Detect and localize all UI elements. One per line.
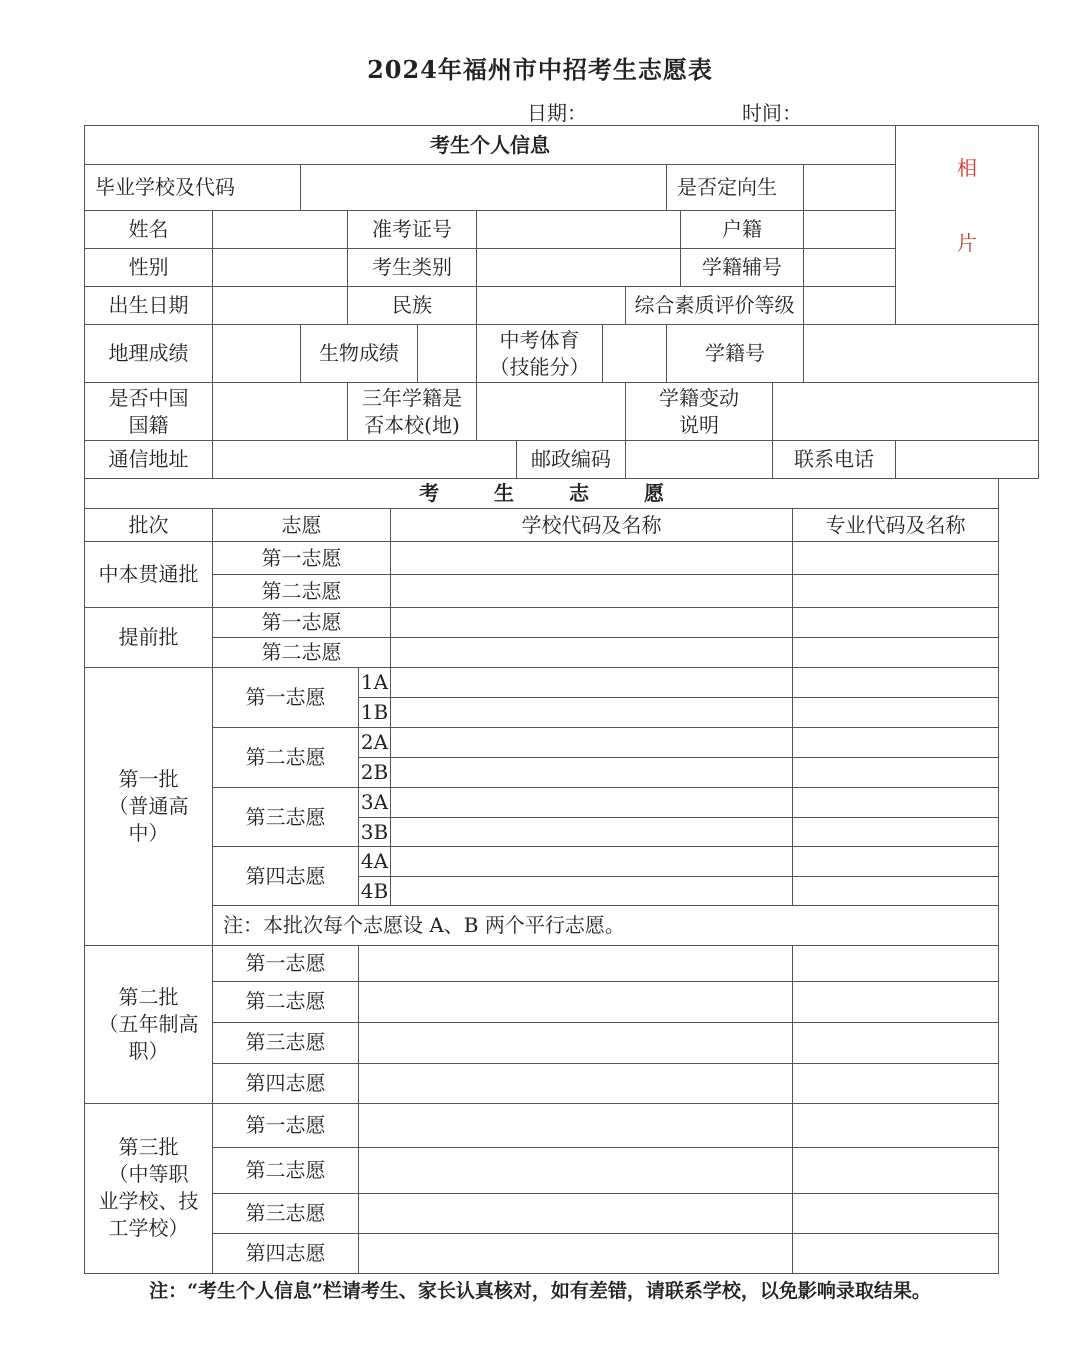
bio-score-label: 生物成绩: [301, 325, 418, 383]
wish-label: 第二志愿: [213, 638, 391, 668]
exam-no-field[interactable]: [477, 211, 681, 249]
batch-3-line1: 第三批: [118, 1135, 179, 1160]
geo-score-label: 地理成绩: [85, 325, 213, 383]
huji-field[interactable]: [804, 211, 896, 249]
batch-3-line4: 工学校）: [108, 1216, 189, 1241]
page-title: 2024年福州市中招考生志愿表: [367, 55, 713, 84]
major-field[interactable]: [793, 758, 999, 788]
nationality-label: [85, 383, 213, 441]
nationality-label-line1: 是否中国: [108, 385, 189, 410]
address-label: 通信地址: [85, 441, 213, 479]
footnote: 注：“考生个人信息”栏请考生、家长认真核对，如有差错，请联系学校，以免影响录取结果。: [149, 1280, 931, 1302]
school-field[interactable]: [359, 1233, 793, 1273]
batch-zbgt: 中本贯通批: [85, 542, 213, 608]
wish-label: 第一志愿: [213, 1103, 359, 1147]
col-batch: 批次: [85, 509, 213, 542]
category-label: 考生类别: [348, 249, 477, 287]
batch-3: [85, 1103, 213, 1273]
school-field[interactable]: [391, 788, 793, 818]
personal-info-table: [84, 125, 1039, 479]
major-field[interactable]: [793, 818, 999, 847]
sub-wish-label: 1A: [359, 668, 391, 698]
nationality-field[interactable]: [213, 383, 348, 441]
geo-score-field[interactable]: [213, 325, 301, 383]
batch-2-line3: 职）: [128, 1039, 169, 1064]
birth-label: 出生日期: [85, 287, 213, 325]
change-label: [626, 383, 773, 441]
wish-label: 第二志愿: [213, 981, 359, 1022]
three-year-field[interactable]: [477, 383, 626, 441]
directed-label: 是否定向生: [667, 165, 804, 211]
major-field[interactable]: [793, 1233, 999, 1273]
batch-1-note: 注：本批次每个志愿设 A、B 两个平行志愿。: [213, 906, 999, 946]
sub-wish-label: 2B: [359, 758, 391, 788]
wish-label: 第二志愿: [213, 1147, 359, 1193]
pe-score-label-line1: 中考体育: [499, 327, 580, 352]
school-field[interactable]: [359, 1193, 793, 1233]
batch-2-line2: （五年制高: [98, 1012, 199, 1037]
pe-score-field[interactable]: [603, 325, 667, 383]
phone-label: 联系电话: [773, 441, 896, 479]
wish-label: 第四志愿: [213, 847, 359, 906]
exam-no-label: 准考证号: [348, 211, 477, 249]
sub-wish-label: 4A: [359, 847, 391, 877]
category-field[interactable]: [477, 249, 681, 287]
xueji-no-field[interactable]: [804, 325, 1039, 383]
gender-label: 性别: [85, 249, 213, 287]
directed-field[interactable]: [804, 165, 896, 211]
photo-box: [896, 126, 1039, 325]
bio-score-field[interactable]: [418, 325, 477, 383]
col-major: 专业代码及名称: [793, 509, 999, 542]
batch-1-line2: （普通高: [108, 794, 189, 819]
wish-label: 第一志愿: [213, 608, 391, 638]
wish-label: 第三志愿: [213, 1193, 359, 1233]
school-field[interactable]: [391, 542, 793, 575]
major-field[interactable]: [793, 1103, 999, 1147]
wish-label: 第一志愿: [213, 946, 359, 981]
wish-label: 第一志愿: [213, 668, 359, 728]
sub-wish-label: 3A: [359, 788, 391, 818]
major-field[interactable]: [793, 877, 999, 906]
major-field[interactable]: [793, 542, 999, 575]
sub-wish-label: 2A: [359, 728, 391, 758]
school-field[interactable]: [391, 728, 793, 758]
ethnic-field[interactable]: [477, 287, 626, 325]
major-field[interactable]: [793, 1063, 999, 1103]
batch-2: [85, 946, 213, 1103]
school-field[interactable]: [359, 1063, 793, 1103]
change-label-line2: 说明: [679, 412, 719, 437]
school-field[interactable]: [391, 758, 793, 788]
three-year-label-line2: 否本校(地): [364, 412, 460, 437]
col-wish: 志愿: [213, 509, 391, 542]
school-field[interactable]: [359, 1103, 793, 1147]
batch-2-line1: 第二批: [118, 985, 179, 1010]
major-field[interactable]: [793, 575, 999, 608]
wishes-header-text: 考 生 志 愿: [419, 481, 688, 506]
major-field[interactable]: [793, 788, 999, 818]
school-field[interactable]: [391, 877, 793, 906]
wish-label: 第二志愿: [213, 728, 359, 788]
sub-wish-label: 3B: [359, 818, 391, 847]
major-field[interactable]: [793, 946, 999, 981]
batch-1: [85, 668, 213, 946]
sub-wish-label: 1B: [359, 698, 391, 728]
pe-score-label-line2: （技能分）: [489, 354, 590, 379]
photo-label-1: 相: [957, 156, 977, 180]
change-label-line1: 学籍变动: [659, 385, 739, 410]
batch-3-line3: 业学校、技: [98, 1189, 199, 1214]
xueji-aux-label: 学籍辅号: [681, 249, 804, 287]
nationality-label-line2: 国籍: [128, 412, 169, 437]
sub-wish-label: 4B: [359, 877, 391, 906]
major-field[interactable]: [793, 638, 999, 668]
phone-field[interactable]: [896, 441, 1039, 479]
school-field[interactable]: [391, 638, 793, 668]
pe-score-label: [477, 325, 603, 383]
gender-field[interactable]: [213, 249, 348, 287]
school-code-label: 毕业学校及代码: [85, 165, 301, 211]
personal-info-header: 考生个人信息: [85, 126, 896, 165]
school-field[interactable]: [391, 575, 793, 608]
major-field[interactable]: [793, 698, 999, 728]
batch-1-line1: 第一批: [118, 767, 179, 792]
three-year-label-line1: 三年学籍是: [362, 385, 462, 410]
school-field[interactable]: [391, 608, 793, 638]
school-field[interactable]: [391, 818, 793, 847]
wishes-table: [84, 478, 999, 1274]
postcode-field[interactable]: [626, 441, 773, 479]
name-field[interactable]: [213, 211, 348, 249]
time-label: 时间：: [742, 101, 802, 125]
school-field[interactable]: [359, 1147, 793, 1193]
ethnic-label: 民族: [348, 287, 477, 325]
batch-1-line3: 中）: [128, 821, 169, 846]
postcode-label: 邮政编码: [517, 441, 626, 479]
xueji-aux-field[interactable]: [804, 249, 896, 287]
three-year-label: [348, 383, 477, 441]
school-field[interactable]: [391, 668, 793, 698]
photo-label-2: 片: [957, 231, 977, 255]
school-field[interactable]: [359, 946, 793, 981]
wish-label: 第二志愿: [213, 575, 391, 608]
wish-label: 第三志愿: [213, 788, 359, 847]
school-field[interactable]: [359, 1022, 793, 1063]
birth-field[interactable]: [213, 287, 348, 325]
huji-label: 户籍: [681, 211, 804, 249]
batch-3-line2: （中等职: [108, 1162, 189, 1187]
school-field[interactable]: [391, 698, 793, 728]
change-field[interactable]: [773, 383, 1039, 441]
major-field[interactable]: [793, 668, 999, 698]
major-field[interactable]: [793, 981, 999, 1022]
major-field[interactable]: [793, 608, 999, 638]
school-code-field[interactable]: [301, 165, 667, 211]
school-field[interactable]: [359, 981, 793, 1022]
wishes-header: [85, 479, 999, 509]
quality-field[interactable]: [804, 287, 896, 325]
major-field[interactable]: [793, 728, 999, 758]
wish-label: 第三志愿: [213, 1022, 359, 1063]
major-field[interactable]: [793, 847, 999, 877]
xueji-no-label: 学籍号: [667, 325, 804, 383]
major-field[interactable]: [793, 1022, 999, 1063]
major-field[interactable]: [793, 1193, 999, 1233]
wish-label: 第四志愿: [213, 1063, 359, 1103]
date-label: 日期：: [527, 101, 587, 125]
name-label: 姓名: [85, 211, 213, 249]
quality-label: 综合素质评价等级: [626, 287, 804, 325]
wish-label: 第四志愿: [213, 1233, 359, 1273]
address-field[interactable]: [213, 441, 517, 479]
wish-label: 第一志愿: [213, 542, 391, 575]
col-school: 学校代码及名称: [391, 509, 793, 542]
school-field[interactable]: [391, 847, 793, 877]
batch-tqp: 提前批: [85, 608, 213, 668]
major-field[interactable]: [793, 1147, 999, 1193]
